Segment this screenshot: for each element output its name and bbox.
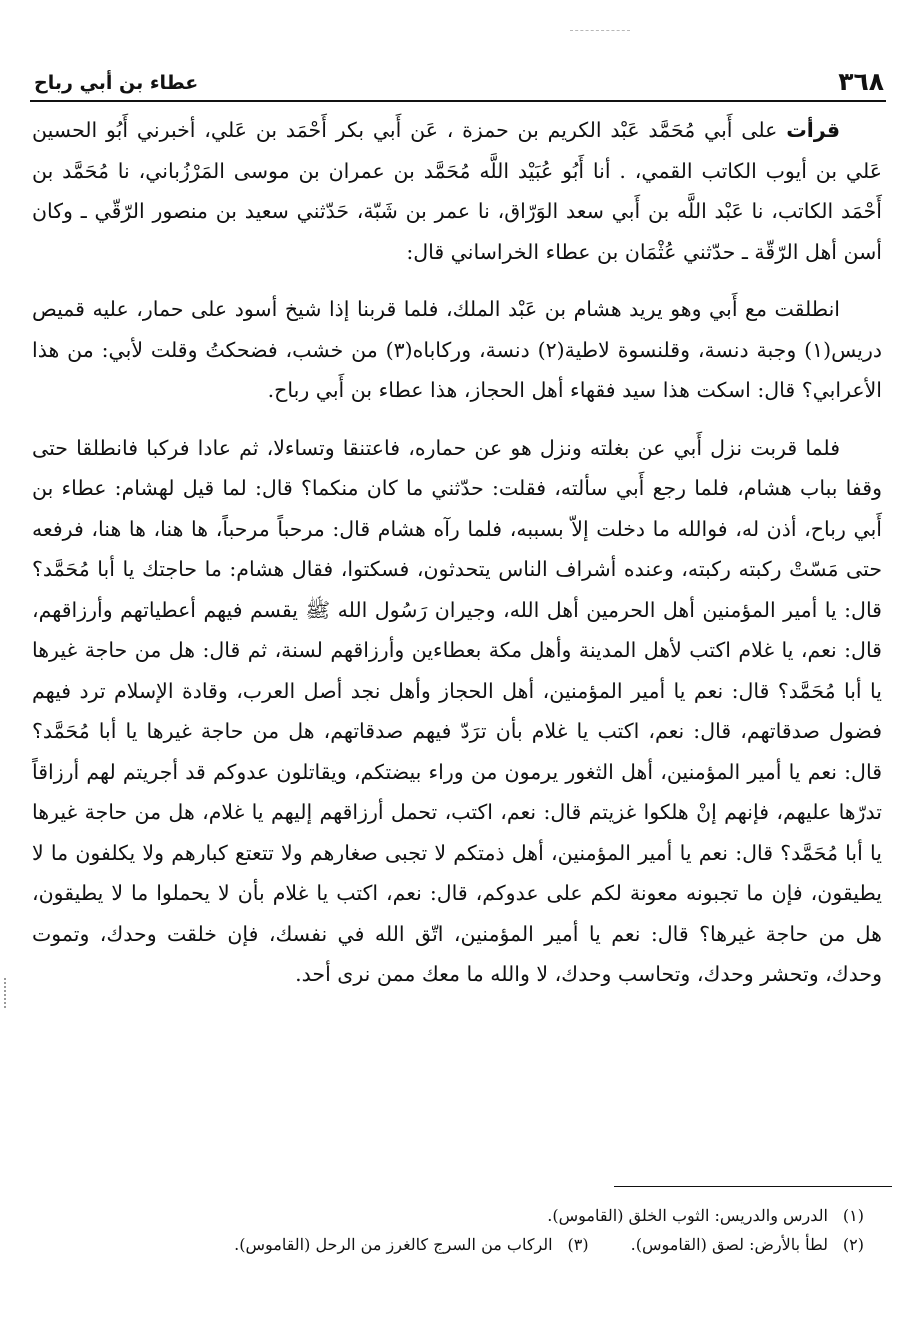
scan-mark — [570, 30, 630, 33]
footnote-number: (٢) — [842, 1235, 864, 1254]
page-header — [34, 60, 884, 96]
footnotes — [44, 1201, 864, 1259]
footnote-gap — [589, 1230, 631, 1259]
footnote-line — [44, 1201, 864, 1230]
footnote-2 — [631, 1230, 864, 1259]
footnote-text: لطأ بالأرض: لصق (القاموس). — [630, 1235, 828, 1254]
footnote-text: الدرس والدريس: الثوب الخلق (القاموس). — [547, 1206, 828, 1225]
footnote-rule — [614, 1186, 892, 1187]
page-number: ٣٦٨ — [838, 67, 884, 96]
paragraph-text: فلما قربت نزل أَبي عن بغلته ونزل هو عن حماره، فاعتنقا وتساءلا، ثم عادا فركبا فانطلقا حتى وقفا بباب هشام، فلما رجع أَبي سألته، فقلت: حدّثني ما كان منكما؟ قال: لما قيل لهشام: عطاء بن أَبي رباح، أذن له، فوالله ما دخلت إلاّ بسببه، فلما رآه هشام قال: مرحباً مرحباً، ها هنا، ها هنا، فرفعه حتى مَسّتْ ركبته ركبته، وعنده أشراف الناس يتحدثون، فسكتوا، فقال هشام: ما حاجتك يا أبا مُحَمَّد؟ قال: يا أمير المؤمنين أهل الحرمين أهل الله، وجيران رَسُول الله ﷺ يقسم فيهم أعطياتهم وأرزاقهم، قال: نعم، يا غلام اكتب لأهل المدينة وأهل مكة بعطاءين وأرزاقهم لسنة، ثم قال: هل من حاجة غيرها يا أبا مُحَمَّد؟ قال: نعم يا أمير المؤمنين، أهل الحجاز وأهل نجد أصل العرب، وقادة الإسلام ترد فيهم فضول صدقاتهم، قال: نعم، اكتب يا غلام بأن ترَدّ فيهم صدقاتهم، هل من حاجة غيرها يا أبا مُحَمَّد؟ قال: نعم يا أمير المؤمنين، أهل الثغور يرمون من وراء بيضتكم، ويقاتلون عدوكم قد أجريتم لهم أرزاقاً تدرّها عليهم، فإنهم إنْ هلكوا غزيتم قال: نعم، اكتب، تحمل أرزاقهم إليهم يا غلام، هل من حاجة غيرها يا أبا مُحَمَّد؟ قال: نعم يا أمير المؤمنين، أهل ذمتكم لا تجبى صغارهم ولا تتعتع كبارهم ولا يكلفون ما لا يطيقون، فإن ما تجبونه معونة لكم على عدوكم، قال: نعم، اكتب يا غلام بأن لا يحملوا ما لا يطيقون، هل من حاجة غيرها؟ قال: نعم يا أمير المؤمنين، اتّق الله في نفسك، فإن خلقت وحدك، وتموت وحدك، وتحشر وحدك، وتحاسب وحدك، لا والله ما معك ممن نرى أحد. — [32, 435, 882, 986]
paragraph-lead-word: قرأت — [786, 118, 840, 142]
footnote-number: (١) — [842, 1206, 864, 1225]
paragraph-text: على أَبي مُحَمَّد عَبْد الكريم بن حمزة ، عَن أَبي بكر أَحْمَد بن عَلي، أخبرني أَبُو الحسين عَلي بن أيوب الكاتب القمي، . أنا أَبُو عُبَيْد اللَّه مُحَمَّد بن عمران بن موسى المَرْزُباني، نا مُحَمَّد بن أَحْمَد الكاتب، نا عَبْد اللَّه بن أَبي سعد الوَرّاق، نا عمر بن شَبّة، حَدّثني سعيد بن منصور الرّقّي ـ وكان أسن أهل الرّقّة ـ حدّثني عُثْمَان بن عطاء الخراساني قال: — [32, 118, 882, 264]
paragraph-dialogue — [32, 428, 882, 995]
main-text — [32, 110, 882, 995]
footnote-1 — [547, 1201, 864, 1230]
paragraph-narration — [32, 289, 882, 411]
footnote-text: الركاب من السرج كالغرز من الرحل (القاموس). — [234, 1235, 553, 1254]
footnote-number: (٣) — [567, 1235, 589, 1254]
footnote-3 — [234, 1230, 589, 1259]
footnote-line — [44, 1230, 864, 1259]
paragraph-isnad — [32, 110, 882, 272]
paragraph-text: انطلقت مع أَبي وهو يريد هشام بن عَبْد الملك، فلما قربنا إذا شيخ أسود على حمار، عليه قميص دريس(١) وجبة دنسة، وقلنسوة لاطية(٢) دنسة، وركاباه(٣) من خشب، فضحكتُ وقلت لأبي: من هذا الأعرابي؟ قال: اسكت هذا سيد فقهاء أهل الحجاز، هذا عطاء بن أَبي رباح. — [32, 297, 882, 402]
header-rule — [30, 100, 886, 102]
running-title: عطاء بن أبي رباح — [34, 72, 199, 94]
scan-margin-mark — [4, 978, 9, 1008]
